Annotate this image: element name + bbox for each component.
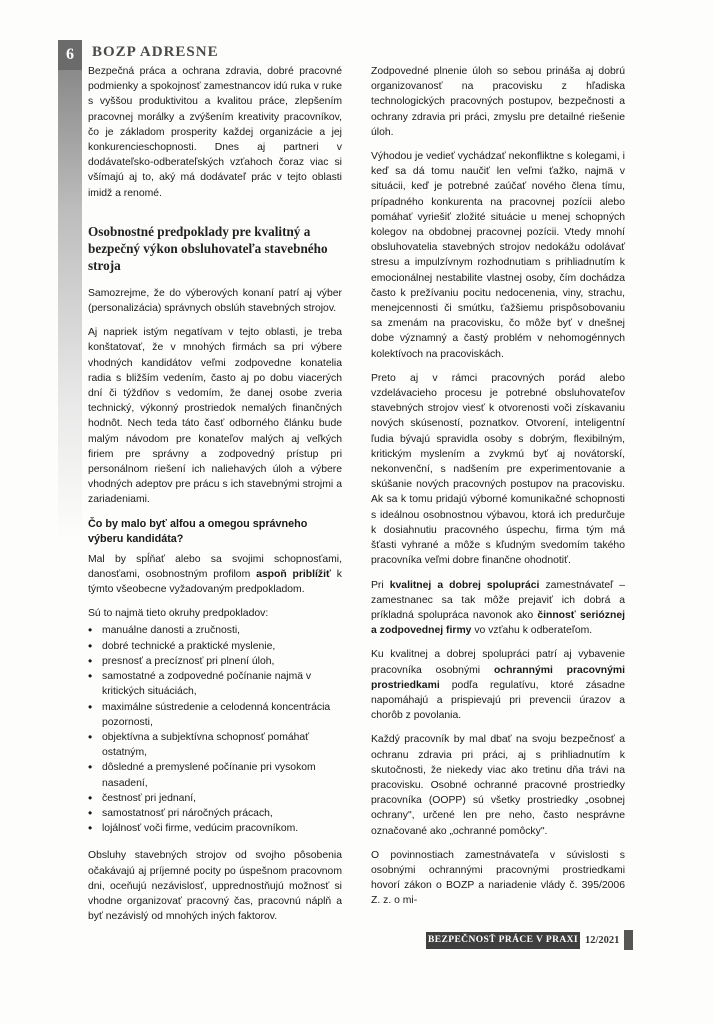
subheading: Čo by malo byť alfou a omegou správneho výberu kandidáta?: [88, 517, 308, 545]
paragraph: Výhodou je vedieť vychádzať nekonfliktne s kolegami, i keď sa dá tomu naučiť len veľmi ťažko, najmä v situácii, keď je potrebné zaúčať nového člena tímu, prípadného konkurenta na pracovnej pozícii alebo pomáhať vyriešiť zložité situácie u menej schopných kolegov na obdobnej pracovnej pozícii. Vtedy mnohí obsluhovatelia stavebných strojov nedokážu odolávať stresu a impulzívnym rozhodnutiam s prihliadnutím k emocionálnej nestabilite vlastnej osoby, čím dochádza často k prežívaniu pocitu nedocenenia, viny, strachu, menejcennosti či smútku, ťažšiemu prispôsobovaniu sa zmenám na pracovisku, čo môže byť v dnešnej dobe významný a častý problém v nehomogénnych kolektívoch na pracoviskách.: [371, 151, 625, 360]
footer-tab-marker: [624, 930, 633, 950]
bold-text: ochrannými pracovnými prostriedkami: [371, 664, 625, 691]
text-run: Ku kvalitnej a dobrej spolupráci patrí aj vybavenie pracovníka osobnými: [371, 649, 625, 676]
text-run: podľa regulatívu, ktoré zásadne napomáhajú a prispievajú pri prevencii úrazov a chorôb z povolania.: [371, 679, 625, 722]
bold-text: kvalitnej a dobrej spolupráci: [389, 579, 540, 591]
paragraph: Samozrejme, že do výberových konaní patrí aj výber (personalizácia) správnych obslúh stavebných strojov.: [88, 287, 342, 315]
intro-paragraph: Bezpečná práca a ochrana zdravia, dobré pracovné podmienky a spokojnosť zamestnancov idú ruka v ruke s vyššou produktivitou a kvalitou práce, zlepšením pracovnej morálky a zvýšením kreativity pracovníkov, čo je základom prosperity každej organizácie a jej konkurencieschopnosti. Dnes aj partneri v dodávateľsko-odberateľských vzťahoch čoraz viac si všímajú aj to, aký má dodávateľ prác v tejto oblasti imidž a renomé.: [88, 66, 342, 199]
paragraph: Zodpovedné plnenie úloh so sebou prináša aj dobrú organizovanosť na pracovisku z hľadiska technologických pracovných postupov, bezpečnosti a ochrany zdravia pri práci, zmyslu pre detailné riešenie úloh.: [371, 66, 625, 138]
bold-text: aspoň priblížiť: [256, 568, 331, 580]
requirements-list: [88, 623, 342, 836]
list-item: • maximálne sústredenie a celodenná koncentrácia pozornosti,: [88, 700, 342, 730]
article-heading: Osobnostné predpoklady pre kvalitný a bezpečný výkon obsluhovateľa stavebného stroja: [88, 223, 328, 273]
list-item: • čestnosť pri jednaní,: [88, 791, 342, 806]
paragraph: O povinnostiach zamestnávateľa v súvislosti s osobnými ochrannými pracovnými prostriedkami hovorí zákon o BOZP a nariadenie vlády č. 395/2006 Z. z. o mi-: [371, 849, 625, 907]
list-item: • samostatné a zodpovedné počínanie najmä v kritických situáciách,: [88, 669, 342, 699]
list-item: • objektívna a subjektívna schopnosť pomáhať ostatným,: [88, 730, 342, 760]
text-run: k týmto všeobecne vyžadovaným predpokladom.: [88, 568, 342, 596]
section-title: BOZP ADRESNE: [92, 44, 219, 60]
paragraph: [88, 552, 342, 598]
text-run: vo vzťahu k odberateľom.: [471, 625, 593, 637]
paragraph: Preto aj v rámci pracovných porád alebo vzdelávacieho procesu je potrebné obsluhovateľov stavebných strojov viesť k otvorenosti voči získavaniu nových skúseností, poznatkov. Otvorení, inteligentní ľudia bývajú spravidla osoby s dobrým, flexibilným, kritickým myslením a zvykmú byť aj novátorskí, nekonvenční, s nadšením pre experimentovanie a skúšanie nových pracovných postupov na pracovisku. Ak sa k tomu pridajú výborné komunikačné schopnosti s ideálnou osobnostnou výbavou, ktorá ich predurčuje k dosiahnutiu pracovného úspechu, firma tým má šťasti vyhrané a môže s kľudným svedomím takého pracovníka veľmi dobre finančne ohodnotiť.: [371, 372, 625, 567]
magazine-name: BEZPEČNOSŤ PRÁCE V PRAXI: [426, 932, 580, 949]
page-number: 6: [58, 40, 82, 70]
right-column: [371, 64, 625, 918]
paragraph: Každý pracovník by mal dbať na svoju bezpečnosť a ochranu zdravia pri práci, aj s prihliadnutím k skutočnosti, že niekedy viac ako tretinu dňa trávi na pracovisku. Osobné ochranné pracovné prostriedky pracovníka (OOPP) sú všetky prostriedky „osobnej ochrany", určené len pre neho, často nesprávne označované ako „ochranné pomôcky".: [371, 734, 625, 837]
header-side-bar: [58, 70, 82, 540]
list-item: • lojálnosť voči firme, vedúcim pracovníkom.: [88, 821, 342, 836]
list-item: • samostatnosť pri náročných prácach,: [88, 806, 342, 821]
issue-number: 12/2021: [585, 935, 620, 946]
list-item: • manuálne danosti a zručnosti,: [88, 623, 342, 638]
text-run: zamestnávateľ – zamestnanec sa tak môže prejaviť ich dobrá a príkladná spolupráca navonok ako: [371, 579, 625, 621]
list-item: • dôsledné a premyslené počínanie pri vysokom nasadení,: [88, 760, 342, 790]
left-column: [88, 64, 342, 933]
paragraph: Obsluhy stavebných strojov od svojho pôsobenia očakávajú aj príjemné pocity po úspešnom pracovnom dni, oceňujú nezávislosť, upprednostňujú možnosť si vhodne organizovať pracovný čas, pracovnú náplň a byť nezávislý od mnohých iných faktorov.: [88, 850, 342, 923]
list-item: • presnosť a precíznosť pri plnení úloh,: [88, 654, 342, 669]
paragraph: Sú to najmä tieto okruhy predpokladov:: [88, 608, 269, 620]
bold-text: činnosť serióznej a zodpovednej firmy: [371, 609, 625, 637]
list-item: • dobré technické a praktické myslenie,: [88, 639, 342, 654]
paragraph: [371, 647, 625, 723]
paragraph: [371, 578, 625, 639]
text-run: Mal by spĺňať alebo sa svojimi schopnosťami, danosťami, osobnostným profilom: [88, 553, 342, 580]
text-run: Pri: [371, 579, 390, 591]
paragraph: Aj napriek istým negatívam v tejto oblasti, je treba konštatovať, že v mnohých firmách sa pri výbere vhodných kandidátov veľmi zodpovedne konatelia radia s bližším vedením, často aj po dobu viacerých dní či týždňov s vedomím, že danej osobe zveria technický, výkonný prostriedok nemalých finančných hodnôt. Nech teda táto časť odborného článku bude malým návodom pre konateľov malých aj veľkých firiem pre správny a zodpovedný prístup pri personálnom riešení ich naliehavých úloh a výbere vhodných adeptov pre prácu s ich stavebnými strojmi a zariadeniami.: [88, 327, 342, 506]
